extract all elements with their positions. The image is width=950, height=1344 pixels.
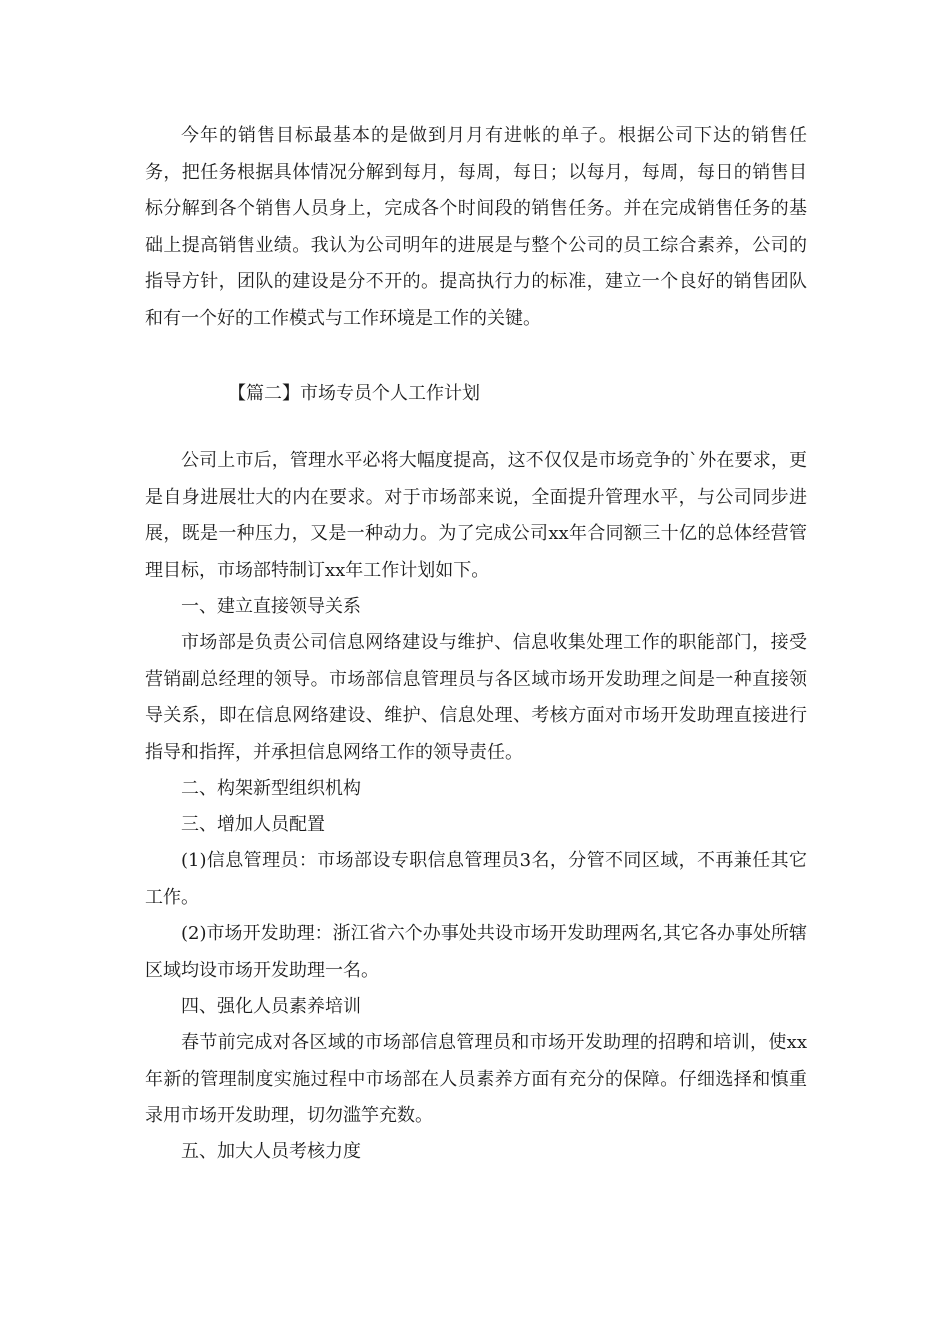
heading-two: 二、构架新型组织机构 [181,778,361,799]
heading-one: 一、建立直接领导关系 [181,596,361,617]
heading-four: 四、强化人员素养培训 [181,996,361,1017]
heading-three: 三、增加人员配置 [181,814,325,835]
paragraph-intro: 公司上市后，管理水平必将大幅度提高，这不仅仅是市场竞争的`外在要求，更是自身进展壮大的内在要求。对于市场部来说，全面提升管理水平，与公司同步进展，既是一种压力，又是一种动力。为了完成公司xx年合同额三十亿的总体经营管理目标，市场部特制订xx年工作计划如下。 [145,450,807,581]
paragraph-info-manager: (1)信息管理员：市场部设专职信息管理员3名，分管不同区域，不再兼任其它工作。 [145,850,807,908]
paragraph-sales-goal: 今年的销售目标最基本的是做到月月有进帐的单子。根据公司下达的销售任务，把任务根据具体情况分解到每月，每周，每日；以每月，每周，每日的销售目标分解到各个销售人员身上，完成各个时间段的销售任务。并在完成销售任务的基础上提高销售业绩。我认为公司明年的进展是与整个公司的员工综合素养，公司的指导方针，团队的建设是分不开的。提高执行力的标准，建立一个良好的销售团队和有一个好的工作模式与工作环境是工作的关键。 [145,125,807,329]
paragraph-market-assistant: (2)市场开发助理：浙江省六个办事处共设市场开发助理两名,其它各办事处所辖区域均设市场开发助理一名。 [145,923,807,981]
heading-five: 五、加大人员考核力度 [181,1141,361,1162]
paragraph-leadership: 市场部是负责公司信息网络建设与维护、信息收集处理工作的职能部门，接受营销副总经理的领导。市场部信息管理员与各区域市场开发助理之间是一种直接领导关系，即在信息网络建设、维护、信息处理、考核方面对市场开发助理直接进行指导和指挥，并承担信息网络工作的领导责任。 [145,632,807,763]
section-title: 【篇二】市场专员个人工作计划 [228,383,480,404]
paragraph-training: 春节前完成对各区域的市场部信息管理员和市场开发助理的招聘和培训，使xx年新的管理制度实施过程中市场部在人员素养方面有充分的保障。仔细选择和慎重录用市场开发助理，切勿滥竽充数。 [145,1032,807,1126]
